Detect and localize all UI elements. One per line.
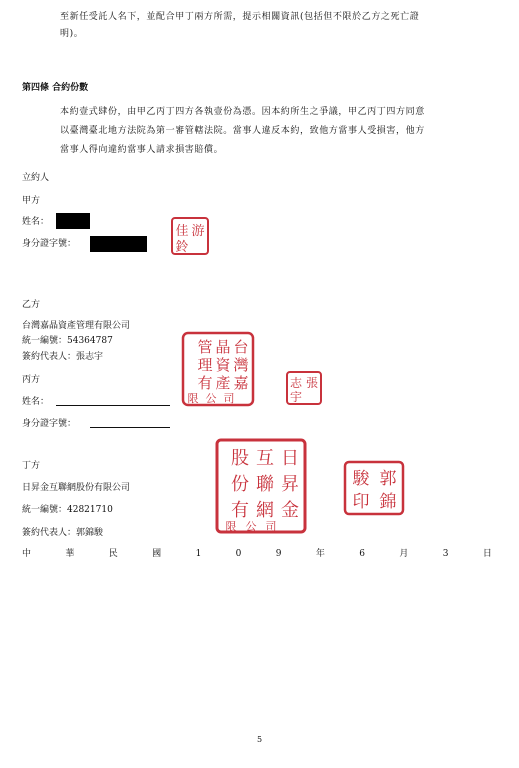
- continuation-line-1: 至新任受託人名下，並配合甲丁兩方所需，提示相關資訊(包括但不限於乙方之死亡證: [60, 12, 420, 22]
- svg-text:網: 網: [256, 500, 274, 521]
- svg-text:晶: 晶: [215, 338, 231, 356]
- party-b-label: 乙方: [22, 300, 41, 310]
- redacted-id: [90, 236, 147, 252]
- svg-text:灣: 灣: [233, 356, 249, 374]
- svg-text:有: 有: [197, 374, 213, 392]
- svg-text:鈴: 鈴: [175, 240, 189, 255]
- svg-text:金: 金: [281, 500, 299, 521]
- svg-text:限: 限: [225, 520, 237, 533]
- party-b-person-seal: [285, 370, 323, 406]
- party-b-representative: 簽約代表人：張志宇: [22, 352, 104, 362]
- date-char: 華: [65, 549, 75, 559]
- svg-text:公: 公: [245, 520, 257, 533]
- party-d-tax-id: 統一編號：42821710: [22, 505, 113, 515]
- party-c-label: 丙方: [22, 375, 41, 385]
- party-c-id-label: 身分證字號：: [22, 419, 77, 429]
- page-number: 5: [256, 735, 263, 744]
- party-d-label: 丁方: [22, 461, 41, 471]
- party-d-person-seal: [343, 460, 405, 516]
- svg-text:有: 有: [231, 500, 249, 521]
- party-b-company: 台灣嘉晶資產管理有限公司: [22, 321, 131, 331]
- svg-text:日: 日: [281, 448, 299, 469]
- party-c-name-label: 姓名：: [22, 397, 50, 407]
- date-char: 國: [152, 549, 162, 559]
- party-a-id-label: 身分證字號：: [22, 239, 77, 249]
- article-line-2: 以臺灣臺北地方法院為第一審管轄法院。當事人違反本約，致他方當事人受損害，他方: [60, 126, 425, 136]
- date-year-digit: 9: [275, 549, 282, 559]
- party-a-seal: [170, 216, 210, 256]
- article-line-3: 當事人得向違約當事人請求損害賠償。: [60, 145, 224, 155]
- svg-text:司: 司: [223, 392, 235, 405]
- date-year-digit: 1: [195, 549, 202, 559]
- svg-text:駿: 駿: [352, 469, 370, 489]
- date-year-digit: 0: [235, 549, 242, 559]
- svg-text:司: 司: [265, 520, 277, 533]
- article-heading: 第四條 合約份數: [22, 83, 89, 93]
- svg-text:張: 張: [305, 376, 319, 390]
- date-row: [22, 548, 492, 560]
- svg-text:公: 公: [205, 392, 217, 405]
- date-char: 日: [482, 549, 492, 559]
- svg-text:台: 台: [233, 338, 249, 356]
- date-month: 6: [359, 549, 366, 559]
- svg-text:宇: 宇: [289, 390, 303, 404]
- date-char: 年: [315, 549, 325, 559]
- party-d-company-seal: [215, 438, 307, 534]
- svg-text:聯: 聯: [256, 474, 274, 495]
- party-b-tax-id: 統一編號：54364787: [22, 336, 113, 346]
- svg-text:佳: 佳: [175, 224, 189, 239]
- svg-text:嘉: 嘉: [233, 374, 249, 392]
- date-day: 3: [442, 549, 449, 559]
- date-char: 中: [22, 549, 32, 559]
- svg-text:志: 志: [289, 376, 303, 390]
- date-char: 民: [108, 549, 118, 559]
- date-char: 月: [399, 549, 409, 559]
- continuation-line-2: 明)。: [60, 29, 84, 39]
- svg-text:錦: 錦: [379, 492, 397, 512]
- svg-text:產: 產: [215, 374, 231, 392]
- party-b-company-seal: [181, 331, 255, 407]
- svg-text:郭: 郭: [379, 469, 397, 489]
- party-a-name-label: 姓名：: [22, 217, 50, 227]
- redacted-name: [56, 213, 90, 229]
- svg-text:份: 份: [231, 474, 249, 495]
- svg-text:昇: 昇: [281, 474, 299, 495]
- party-d-company: 日昇金互聯網股份有限公司: [22, 483, 131, 493]
- party-c-id-line: [90, 427, 170, 428]
- party-c-name-line: [56, 405, 170, 406]
- svg-text:游: 游: [191, 224, 205, 239]
- svg-text:股: 股: [231, 448, 249, 469]
- article-line-1: 本約壹式肆份，由甲乙丙丁四方各執壹份為憑。因本約所生之爭議，甲乙丙丁四方同意: [60, 107, 425, 117]
- party-a-label: 甲方: [22, 196, 41, 206]
- svg-text:限: 限: [187, 392, 199, 405]
- signatories-title: 立約人: [22, 173, 50, 183]
- svg-text:資: 資: [215, 356, 231, 374]
- svg-text:互: 互: [256, 448, 274, 469]
- party-d-representative: 簽約代表人：郭錦駿: [22, 528, 104, 538]
- svg-text:理: 理: [197, 356, 213, 374]
- svg-text:印: 印: [352, 492, 370, 512]
- svg-text:管: 管: [197, 338, 213, 356]
